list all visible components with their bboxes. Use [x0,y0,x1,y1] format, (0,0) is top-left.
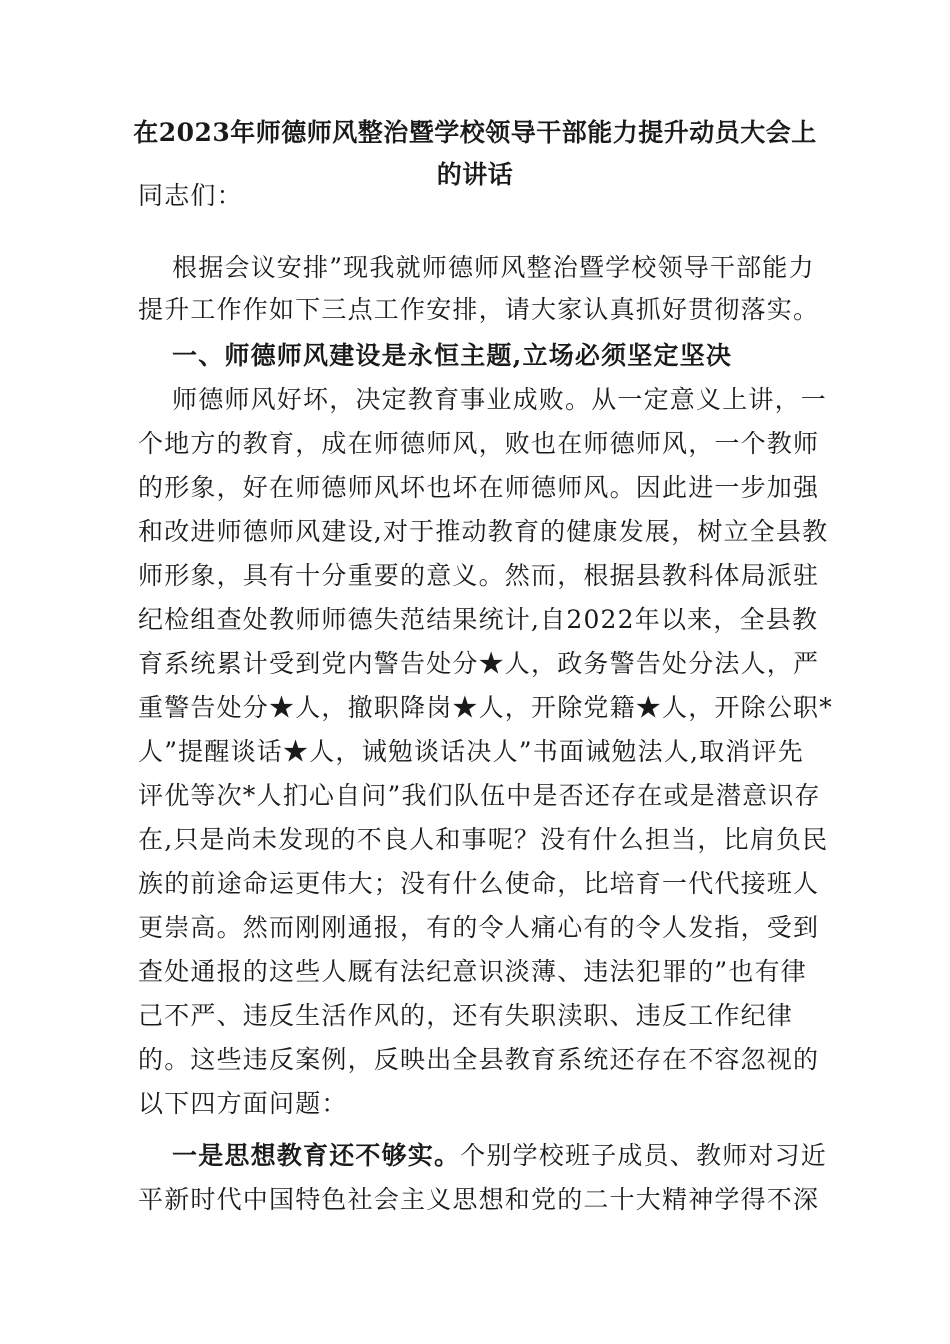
intro-line: 提升工作作如下三点工作安排，请大家认真抓好贯彻落实。 [138,295,820,324]
paragraph-line: 和改进师德师风建设,对于推动教育的健康发展，树立全县教 [138,517,829,546]
paragraph-line: 在,只是尚未发现的不良人和事呢？没有什么担当，比肩负民 [138,825,829,854]
paragraph-line: 纪检组查处教师师德失范结果统计,自2022年以来，全县教 [138,605,819,634]
paragraph-line: 的。这些违反案例，反映出全县教育系统还存在不容忽视的 [138,1045,820,1074]
paragraph-line: 重警告处分★人，撤职降岗★人，开除党籍★人，开除公职* [138,693,833,722]
paragraph-line: 的形象，好在师德师风坏也坏在师德师风。因此进一步加强 [138,473,820,502]
paragraph-line: 师德师风好坏，决定教育事业成败。从一定意义上讲，一 [172,385,828,414]
paragraph-line: 人”提醒谈话★人，诫勉谈话决人”书面诫勉法人,取消评先 [138,737,804,766]
paragraph-line: 育系统累计受到党内警告处分★人，政务警告处分法人，严 [138,649,820,678]
paragraph-line: 评优等次*人扪心自问”我们队伍中是否还存在或是潜意识存 [138,781,821,810]
paragraph-line: 个地方的教育，成在师德师风，败也在师德师风，一个教师 [138,429,820,458]
document-title-line-2: 的讲话 [436,160,514,189]
paragraph-line: 师形象，具有十分重要的意义。然而，根据县教科体局派驻 [138,561,820,590]
document-title-line-1: 在2023年师德师风整治暨学校领导干部能力提升动员大会上 [133,118,817,147]
paragraph-line: 己不严、违反生活作风的，还有失职渎职、违反工作纪律 [138,1001,794,1030]
paragraph-line: 族的前途命运更伟大；没有什么使命，比培育一代代接班人 [138,869,820,898]
intro-line: 根据会议安排”现我就师德师风整治暨学校领导干部能力 [172,253,815,282]
salutation: 同志们： [138,181,243,210]
section-heading: 一、师德师风建设是永恒主题,立场必须坚定坚决 [172,341,733,370]
point-1-lead: 一是思想教育还不够实。 [172,1141,461,1170]
point-1-line [138,1134,852,1178]
point-1-line-2: 平新时代中国特色社会主义思想和党的二十大精神学得不深 [138,1185,820,1214]
point-1-text: 个别学校班子成员、教师对习近 [460,1141,828,1170]
paragraph-line: 以下四方面问题： [138,1089,348,1118]
paragraph-line: 更崇高。然而刚刚通报，有的令人痛心有的令人发指，受到 [138,913,820,942]
paragraph-line: 查处通报的这些人厩有法纪意识淡薄、违法犯罪的”也有律 [138,957,807,986]
